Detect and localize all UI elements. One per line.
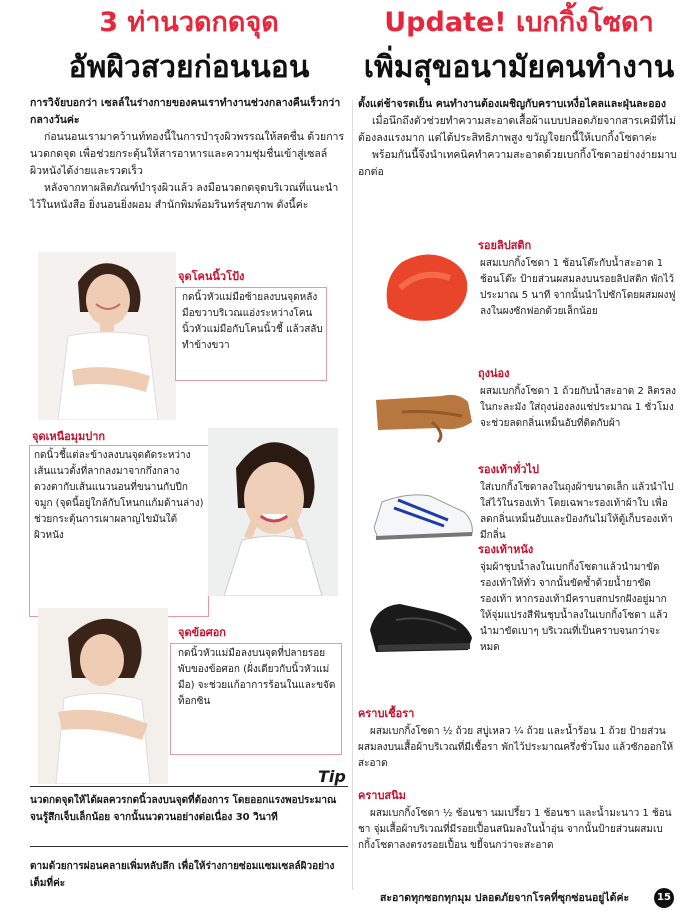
section2-label: คราบสนิม xyxy=(358,789,406,802)
right-intro-body1: เมื่อนึกถึงตัวช่วยทำความสะอาดเสื้อผ้าแบบปลอดภัยจากสารเคมีที่ไม่ต้องลงแรงมาก แต่ได้ประสิทธิภาพสูง ขวัญใจยกนี้ให้เบกกิ้งโซดาค่ะ xyxy=(358,115,677,144)
point2-text: กดนิ้วชี้แต่ละข้างลงบนจุดตัดระหว่างเส้นแนวตั้งที่ลากลงมาจากกึ่งกลางดวงตากับเส้นแนวนอนที่ขนานกับปีกจมูก (จุดนี้อยู่ใกล้กับโหนกแก้มด้านล่าง) ช่วยกระตุ้นการเผาผลาญไขมันใต้ผิวหนัง xyxy=(34,450,204,541)
tip-text: นวดกดจุดให้ได้ผลควรกดนิ้วลงบนจุดที่ต้องการ โดยออกแรงพอประมาณจนรู้สึกเจ็บเล็กน้อย จากนั้นนวดวนอย่างต่อเนื่อง 30 วินาที xyxy=(30,795,337,823)
lipstick-smear-image xyxy=(378,248,478,328)
right-title-line1: Update! เบกกิ้งโซดา xyxy=(384,7,654,38)
point1-text: กดนิ้วหัวแม่มือซ้ายลงบนจุดหลังมือขวาบริเวณแอ่งระหว่างโคนนิ้วหัวแม่มือกับโคนนิ้วชี้ แล้วสลับทำข้างขวา xyxy=(182,292,323,351)
left-intro xyxy=(30,95,346,214)
point3-label: จุดข้อศอก xyxy=(178,626,226,639)
left-intro-lead: การวิจัยบอกว่า เซลล์ในร่างกายของคนเราทำงานช่วงกลางคืนเร็วกว่ากลางวันค่ะ xyxy=(30,97,341,126)
tip-rule-bottom xyxy=(30,846,348,847)
item1-text: ผสมเบกกิ้งโซดา 1 ช้อนโต๊ะกับน้ำสะอาด 1 ช้อนโต๊ะ ป้ายส่วนผสมลงบนรอยลิปสติก พักไว้ประมาณ 5 นาที จากนั้นนำไปซักโดยผสมผงฟูลงในผงซักฟอกด้วยเล็กน้อย xyxy=(480,258,676,317)
item3-text: ใส่เบกกิ้งโซดาลงในถุงผ้าขนาดเล็ก แล้วนำไปใส่ไว้ในรองเท้า โดยเฉพาะรองเท้าผ้าใบ เพื่อลดกลิ่นเหม็นอับและป้องกันไม่ให้ตู้เก็บรองเท้ามีกลิ่น xyxy=(480,482,674,541)
right-intro-body2: พร้อมกันนี้จึงนำเทคนิคทำความสะอาดด้วยเบกกิ้งโซดาอย่างง่ายมาบอกต่อ xyxy=(358,149,677,178)
right-title-line2: เพิ่มสุขอนามัยคนทำงาน xyxy=(363,50,675,85)
left-intro-body1: ก่อนนอนเรามาคว้านท์ทองนี้ในการบำรุงผิวพรรณให้สดชื่น ด้วยการนวดกดจุด เพื่อช่วยกระตุ้นให้สารอาหารและความชุ่มชื่นเข้าสู่เซลล์ผิวหนังได้ง่ายและรวดเร็ว xyxy=(30,131,345,177)
item2-text: ผสมเบกกิ้งโซดา 1 ถ้วยกับน้ำสะอาด 2 ลิตรลงในกะละมัง ใส่ถุงน่องลงแช่ประมาณ 1 ชั่วโมง จะช่วยลดกลิ่นเหม็นอับที่ติดกับผ้า xyxy=(480,386,676,429)
right-intro-lead: ตั้งแต่ช้าจรดเย็น คนทำงานต้องเผชิญกับคราบเหงื่อไคลและฝุ่นละออง xyxy=(358,98,666,110)
stockings-image xyxy=(372,382,478,444)
item2-label: ถุงน่อง xyxy=(478,367,510,380)
left-title-line1: 3 ท่านวดกดจุด xyxy=(99,7,279,38)
right-footer: สะอาดทุกซอกทุกมุม ปลอดภัยจากโรคที่ซุกซ่อนอยู่ได้ค่ะ xyxy=(380,892,630,904)
tip-label: Tip xyxy=(318,767,346,786)
column-divider xyxy=(352,100,353,890)
point3-text: กดนิ้วหัวแม่มือลงบนจุดที่ปลายรอยพับของข้อศอก (ฝั่งเดียวกับนิ้วหัวแม่มือ) จะช่วยแก้อาการร้อนในและขจัดท็อกซิน xyxy=(178,648,336,707)
leather-shoe-image xyxy=(366,586,478,664)
item4-label: รองเท้าหนัง xyxy=(478,543,534,556)
item1-label: รอยลิปสติก xyxy=(478,239,532,252)
section1-label: คราบเชื้อรา xyxy=(358,707,415,720)
left-intro-body2: หลังจากทาผลิตภัณฑ์บำรุงผิวแล้ว ลงมือนวดกดจุดบริเวณที่แนะนำไว้ในหนังสือ ยิ่งนอนยิ่งผอม สำนักพิมพ์อมรินทร์สุขภาพ ดังนี้ค่ะ xyxy=(30,182,339,211)
section2-text: ผสมเบกกิ้งโซดา ½ ช้อนชา นมเปรี้ยว 1 ช้อนชา และน้ำมะนาว 1 ช้อนชา จุ่มเสื้อผ้าบริเวณที่มีรอยเปื้อนสนิมลงในน้ำอุ่น จากนั้นป้ายส่วนผสมเบกกิ้งโซดาลงตรงรอยเปื้อน ขยี้จนกว่าจะสะอาด xyxy=(358,808,672,851)
hand-massage-photo xyxy=(38,252,176,420)
sneaker-image xyxy=(368,478,478,548)
elbow-massage-photo xyxy=(38,608,168,784)
point1-label: จุดโคนนิ้วโป้ง xyxy=(178,270,245,283)
left-title-line2: อัพผิวสวยก่อนนอน xyxy=(68,50,310,85)
item3-label: รองเท้าทั่วไป xyxy=(478,463,540,476)
page-number: 15 xyxy=(654,888,674,908)
right-intro xyxy=(358,96,678,181)
tip-rule xyxy=(30,786,348,787)
section1-text: ผสมเบกกิ้งโซดา ½ ถ้วย สบู่เหลว ¼ ถ้วย และน้ำร้อน 1 ถ้วย ป้ายส่วนผสมลงบนเสื้อผ้าบริเวณที่มีเชื้อรา พักไว้ประมาณครึ่งชั่วโมง แล้วซักออกให้สะอาด xyxy=(358,726,674,769)
point2-label: จุดเหนือมุมปาก xyxy=(32,430,106,443)
item4-text: จุ่มผ้าชุบน้ำลงในเบกกิ้งโซดาแล้วนำมาขัดรองเท้าให้ทั่ว จากนั้นขัดซ้ำด้วยน้ำยาขัดรองเท้า หากรองเท้ามีคราบสกปรกฝังอยู่มาก ให้จุ่มแปรงสีฟันชุบน้ำลงในเบกกิ้งโซดา แล้วนำมาขัดเบาๆ บริเวณที่เป็นคราบจนกว่าจะหมด xyxy=(480,562,668,653)
left-closing: ตามด้วยการผ่อนคลายเพิ่มหลับลึก เพื่อให้ร่างกายซ่อมแซมเซลล์ผิวอย่างเต็มที่ค่ะ xyxy=(30,861,335,889)
face-massage-photo xyxy=(208,428,338,596)
